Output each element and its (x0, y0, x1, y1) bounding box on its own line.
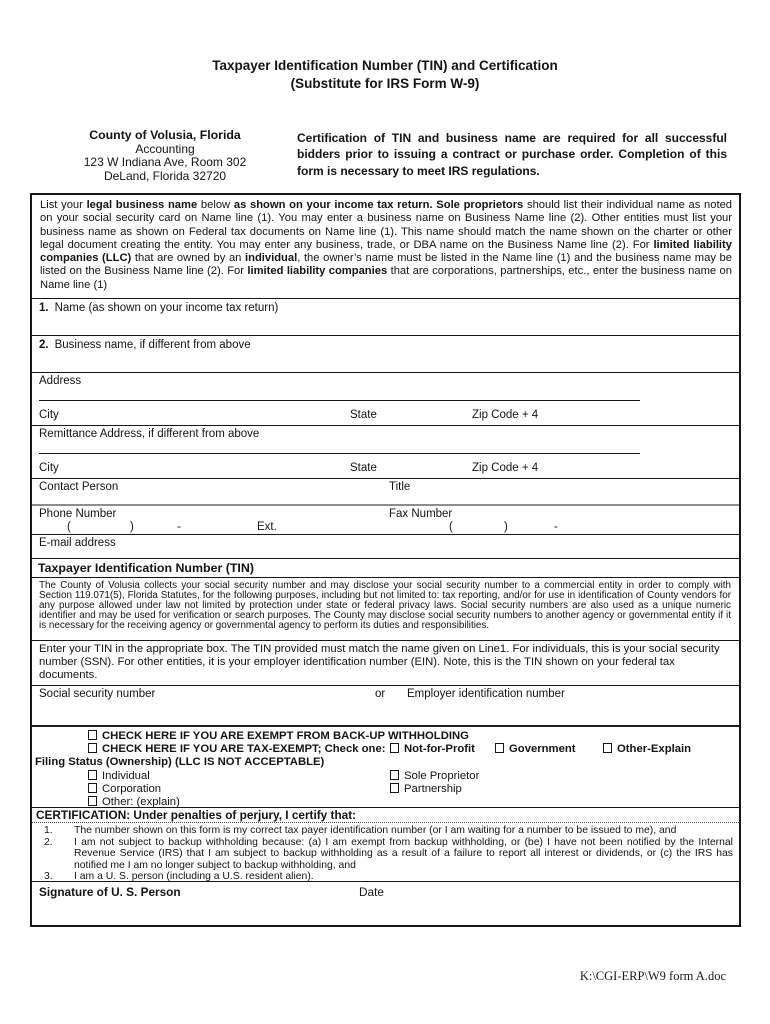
document-title (0, 57, 770, 93)
ssn-privacy-notice-row (32, 577, 739, 640)
government-label: Government (509, 743, 576, 756)
other-filing-status-label: Other: (explain) (102, 795, 180, 808)
other-explain-checkbox[interactable] (603, 743, 612, 753)
sole-proprietor-checkbox[interactable] (390, 770, 399, 780)
signature-date-row[interactable] (32, 881, 739, 925)
partnership-checkbox[interactable] (390, 783, 399, 793)
remittance-address-label: Remittance Address, if different from above (39, 428, 260, 440)
name-field-number: 1. (39, 302, 49, 314)
business-name-field-number: 2. (39, 339, 49, 351)
phone-open-paren: ( (67, 521, 71, 533)
tax-exempt-label: CHECK HERE IF YOU ARE TAX-EXEMPT; Check one: (102, 743, 386, 756)
remittance-address-block (32, 425, 739, 478)
signature-label: Signature of U. S. Person (39, 885, 181, 899)
zip-code-label: Zip Code + 4 (472, 409, 539, 421)
certification-item-2 (44, 837, 733, 872)
file-path-footer: K:\CGI-ERP\W9 form A.doc (579, 969, 726, 983)
remittance-address-write-line[interactable] (39, 453, 640, 454)
state-label: State (350, 462, 377, 474)
not-for-profit-option (390, 743, 475, 755)
tax-exempt-line (32, 743, 739, 756)
date-label: Date (359, 885, 384, 899)
agency-address-block (80, 129, 250, 183)
certification-heading: CERTIFICATION: Under penalties of perjury, I certify that: (36, 808, 357, 822)
tin-instructions: Enter your TIN in the appropriate box. The TIN provided must match the name given on Line1. For individuals, this is your social security number (SSN). For other entities, it is your employer identification number (EIN). Note, this is the TIN shown on your federal tax documents. (39, 643, 720, 682)
backup-withholding-exempt-checkbox[interactable] (88, 730, 97, 740)
other-explain-option (603, 743, 691, 755)
or-label: or (375, 688, 386, 700)
certification-item-2-number: 2. (44, 836, 53, 848)
phone-dash: - (177, 521, 181, 533)
certification-item-3-number: 3. (44, 871, 53, 883)
address-city-state-zip-row[interactable] (32, 409, 739, 423)
partnership-option (390, 783, 462, 795)
title-label: Title (389, 481, 411, 493)
contact-person-label: Contact Person (39, 481, 119, 493)
business-name-field-row[interactable] (32, 335, 739, 372)
fax-close-paren: ) (504, 521, 508, 533)
email-address-label: E-mail address (39, 537, 116, 549)
not-for-profit-label: Not-for-Profit (404, 743, 475, 756)
phone-number-label: Phone Number (39, 508, 117, 520)
form-table (30, 193, 741, 927)
ssn-ein-row[interactable] (32, 685, 739, 725)
certification-item-1-number: 1. (44, 825, 53, 836)
address-block (32, 372, 739, 425)
not-for-profit-checkbox[interactable] (390, 743, 399, 753)
ein-label: Employer identification number (407, 688, 565, 700)
sole-proprietor-label: Sole Proprietor (404, 769, 480, 782)
document-title-line2: (Substitute for IRS Form W-9) (290, 76, 480, 91)
tin-instructions-row (32, 640, 739, 685)
corporation-label: Corporation (102, 782, 162, 795)
individual-label: Individual (102, 769, 150, 782)
phone-ext-label: Ext. (257, 521, 277, 533)
certification-item-3-text: I am a U. S. person (including a U.S. resident alien). (74, 871, 314, 883)
other-filing-status-checkbox[interactable] (88, 796, 97, 806)
instructions-paragraph: List your legal business name below as shown on your income tax return. Sole proprietors should list their individual name as noted on your social security card on Name line (1). You may enter a business name on Business Name line (2). Other entities must list your business name as shown on Federal tax documents on Name line (1). This name should match the name shown on the charter or other legal document creating the entity. You may enter any business, trade, or DBA name on the Business Name line (2). For limited liability companies (LLC) that are owned by an individual, the owner’s name must be listed in the Name line (1) and the business name may be listed on the Business Name line (2). For limited liability companies that are corporations, partnerships, etc., enter the business name on Name line (1) (40, 199, 733, 291)
certification-items-row (32, 822, 739, 881)
certification-heading-row (32, 807, 739, 822)
certification-item-1-text: The number shown on this form is my correct tax payer identification number (or I am waiting for a number to be issued to me), and (74, 825, 677, 836)
corporation-checkbox[interactable] (88, 783, 97, 793)
zip-code-label: Zip Code + 4 (472, 462, 539, 474)
certification-requirement-note: Certification of TIN and business name are required for all successful bidders prior to issuing a contract or purchase order. Completion of this form is necessary to meet IRS regulations. (297, 131, 727, 178)
email-field-row[interactable] (32, 534, 739, 558)
backup-withholding-exempt-label: CHECK HERE IF YOU ARE EXEMPT FROM BACK-UP WITHHOLDING (102, 730, 469, 742)
city-label: City (39, 409, 59, 421)
government-checkbox[interactable] (495, 743, 504, 753)
business-name-field-label: Business name, if different from above (54, 339, 251, 351)
filing-status-heading: Filing Status (Ownership) (LLC IS NOT ACCEPTABLE) (35, 756, 325, 769)
state-label: State (350, 409, 377, 421)
filing-status-line-2 (32, 783, 739, 796)
fax-dash: - (554, 521, 558, 533)
agency-street: 123 W Indiana Ave, Room 302 (83, 155, 247, 170)
city-label: City (39, 462, 59, 474)
instructions-row (32, 195, 739, 298)
agency-name: County of Volusia, Florida (89, 128, 241, 142)
certification-item-2-text: I am not subject to backup withholding because: (a) I am exempt from backup withholding, or (be) I have not been notified by the Internal Revenue Service (IRS) that I am subject to backup withholding as a result of a failure to report all interest or dividends, or (c) the IRS has notified me I am no longer subject to backup withholding, and (74, 836, 733, 871)
partnership-label: Partnership (404, 782, 462, 795)
address-label: Address (39, 375, 82, 387)
fax-number-label: Fax Number (389, 508, 453, 520)
address-write-line[interactable] (39, 400, 640, 401)
remittance-city-state-zip-row[interactable] (32, 462, 739, 476)
government-option (495, 743, 576, 755)
tin-section-header (32, 558, 739, 577)
tin-section-title: Taxpayer Identification Number (TIN) (38, 561, 254, 575)
ssn-privacy-notice: The County of Volusia collects your social security number and may disclose your social security number to a commercial entity in order to comply with Section 119.071(5), Florida Statutes, for the following purposes, including but not limited to: tax reporting, and/or for use in identification of County vendors for any purpose allowed under law not limited by protection under state or federal privacy laws. Social security numbers are also used as a unique numeric identifier and may be used for verification or search purposes. The County may disclose social security numbers to another agency or governmental entity if it is necessary for the receiving agency or governmental agency to perform its duties and responsibilities. (39, 580, 731, 631)
name-field-label: Name (as shown on your income tax return) (54, 302, 279, 314)
tax-exempt-checkbox[interactable] (88, 743, 97, 753)
individual-checkbox[interactable] (88, 770, 97, 780)
document-title-line1: Taxpayer Identification Number (TIN) and Certification (212, 58, 558, 73)
exemption-filing-status-section (32, 725, 739, 807)
certification-item-1 (44, 825, 733, 837)
agency-department: Accounting (135, 141, 195, 156)
phone-fax-row[interactable] (32, 504, 739, 534)
sole-proprietor-option (390, 770, 479, 782)
other-explain-label: Other-Explain (617, 743, 692, 756)
phone-close-paren: ) (130, 521, 134, 533)
phone-fax-format-line (32, 521, 739, 535)
fax-open-paren: ( (449, 521, 453, 533)
ssn-label: Social security number (39, 688, 156, 700)
agency-city-state-zip: DeLand, Florida 32720 (103, 168, 227, 183)
backup-withholding-exempt-line (32, 730, 739, 743)
contact-title-row[interactable] (32, 478, 739, 504)
name-field-row[interactable] (32, 298, 739, 335)
filing-status-line-1 (32, 770, 739, 783)
